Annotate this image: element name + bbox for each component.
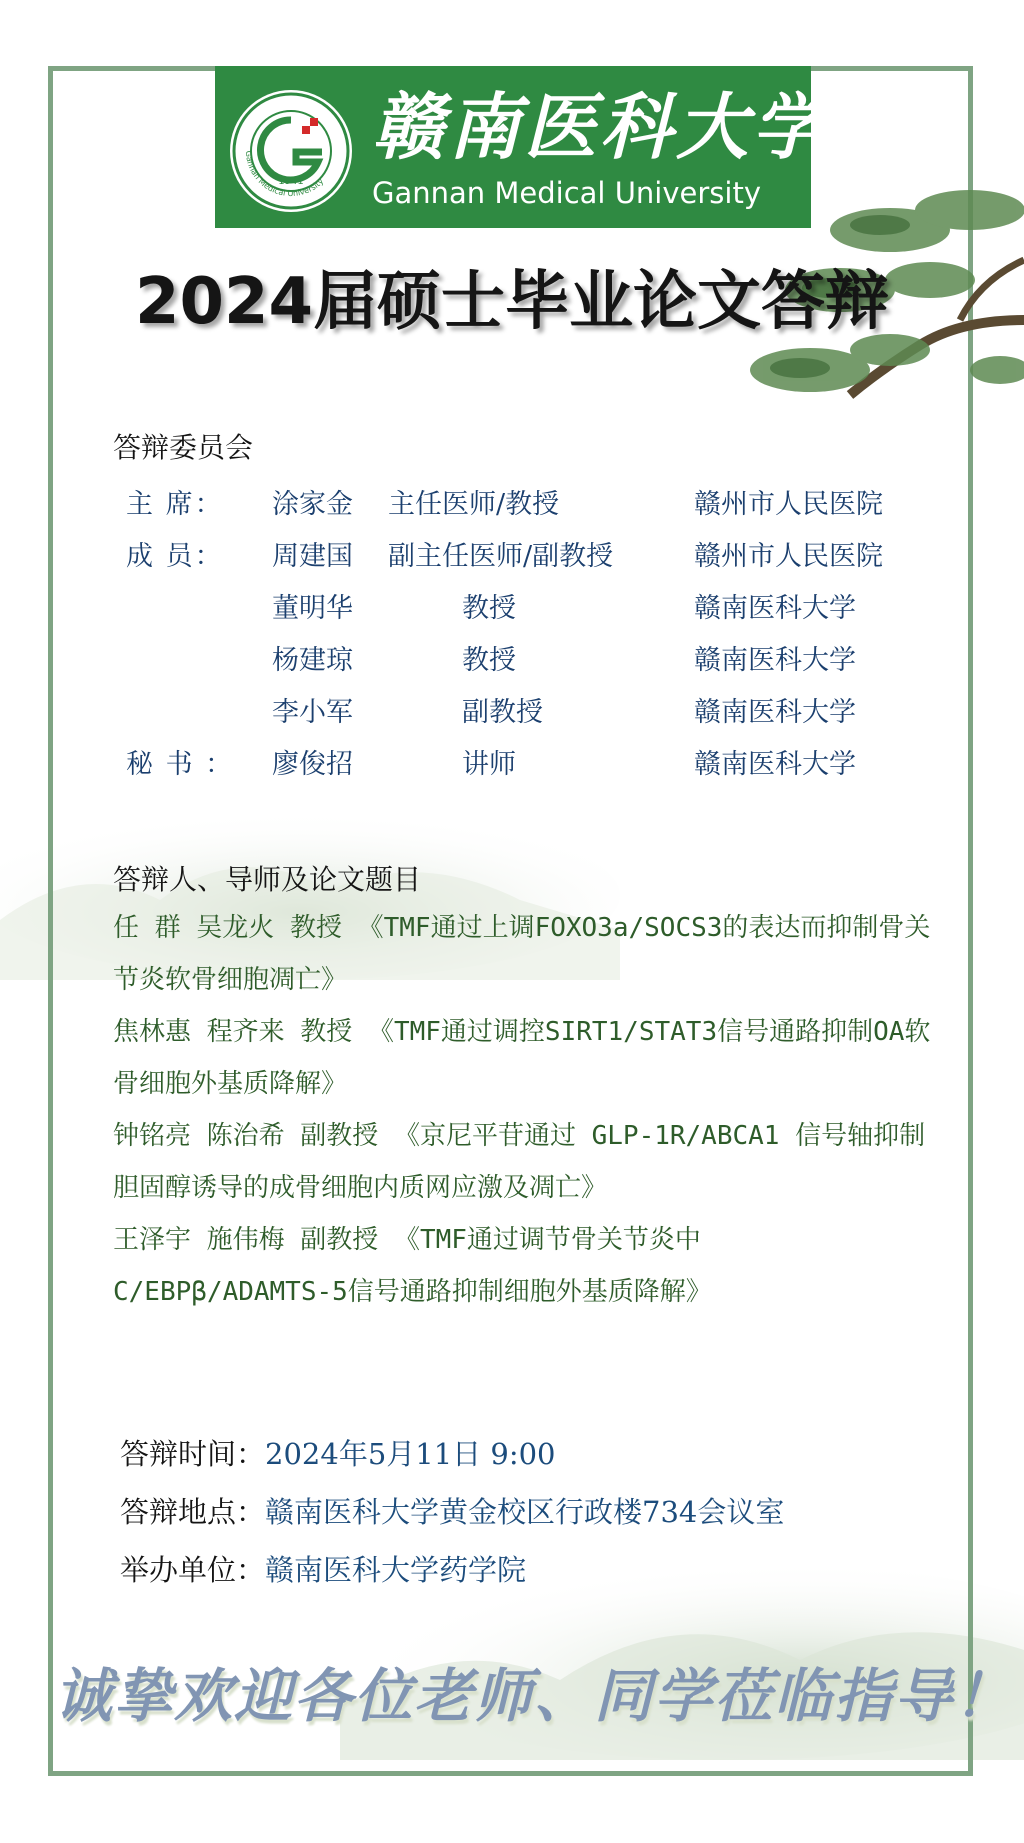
committee-row: [0, 534, 1024, 586]
committee-row: [0, 586, 1024, 638]
place-value: 赣南医科大学黄金校区行政楼734会议室: [265, 1495, 785, 1529]
defense-item: 任 群 吴龙火 教授 《TMF通过上调FOXO3a/SOCS3的表达而抑制骨关节炎软骨细胞凋亡》: [113, 913, 931, 995]
time-value: 2024年5月11日 9:00: [265, 1437, 556, 1471]
committee-title: 副教授: [462, 697, 543, 728]
committee-title: 主任医师/教授: [388, 489, 560, 520]
committee-title: 讲师: [462, 749, 516, 780]
host-value: 赣南医科大学药学院: [265, 1553, 527, 1587]
committee-role: 成 员：: [126, 541, 224, 572]
committee-org: 赣州市人民医院: [694, 541, 883, 572]
committee-role: 秘 书 ：: [126, 749, 235, 780]
host-label: 举办单位：: [120, 1553, 266, 1587]
committee-org: 赣南医科大学: [694, 697, 856, 728]
defense-item: 焦林惠 程齐来 教授 《TMF通过调控SIRT1/STAT3信号通路抑制OA软骨细胞外基质降解》: [113, 1017, 931, 1099]
university-seal-icon: [230, 90, 352, 212]
committee-name: 廖俊招: [272, 749, 353, 780]
committee-name: 涂家金: [272, 489, 353, 520]
committee-role: 主 席：: [126, 489, 224, 520]
page-title: 2024届硕士毕业论文答辩: [134, 265, 890, 339]
committee-name: 杨建琼: [272, 645, 353, 676]
committee-name: 董明华: [272, 593, 353, 624]
defense-item: 王泽宇 施伟梅 副教授 《TMF通过调节骨关节炎中 C/EBPβ/ADAMTS-5信号通路抑制细胞外基质降解》: [113, 1225, 712, 1307]
time-label: 答辩时间：: [120, 1437, 266, 1471]
committee-heading: 答辩委员会: [113, 431, 254, 464]
defense-time: [120, 1432, 556, 1473]
defense-host: [120, 1548, 526, 1589]
defense-heading: 答辩人、导师及论文题目: [113, 863, 422, 896]
committee-org: 赣南医科大学: [694, 593, 856, 624]
welcome-banner: 诚挚欢迎各位老师、同学莅临指导！: [54, 1662, 1015, 1730]
seal-ring-text: Gannan Medical University: [243, 150, 326, 199]
seal-year: 1941: [278, 176, 304, 187]
university-name-en: Gannan Medical University: [372, 176, 761, 210]
committee-org: 赣南医科大学: [694, 645, 856, 676]
committee-name: 周建国: [272, 541, 353, 572]
committee-org: 赣南医科大学: [694, 749, 856, 780]
committee-row: [0, 742, 1024, 794]
place-label: 答辩地点：: [120, 1495, 266, 1529]
committee-title: 教授: [462, 593, 516, 624]
committee-org: 赣州市人民医院: [694, 489, 883, 520]
university-name-cn: 赣南医科大学: [372, 84, 829, 169]
committee-row: [0, 690, 1024, 742]
committee-row: [0, 482, 1024, 534]
committee-row: [0, 638, 1024, 690]
committee-title: 副主任医师/副教授: [388, 541, 614, 572]
defense-place: [120, 1490, 784, 1531]
defense-item: 钟铭亮 陈治希 副教授 《京尼平苷通过 GLP-1R/ABCA1 信号轴抑制胆固醇诱导的成骨细胞内质网应激及凋亡》: [113, 1121, 926, 1203]
committee-title: 教授: [462, 645, 516, 676]
committee-name: 李小军: [272, 697, 353, 728]
